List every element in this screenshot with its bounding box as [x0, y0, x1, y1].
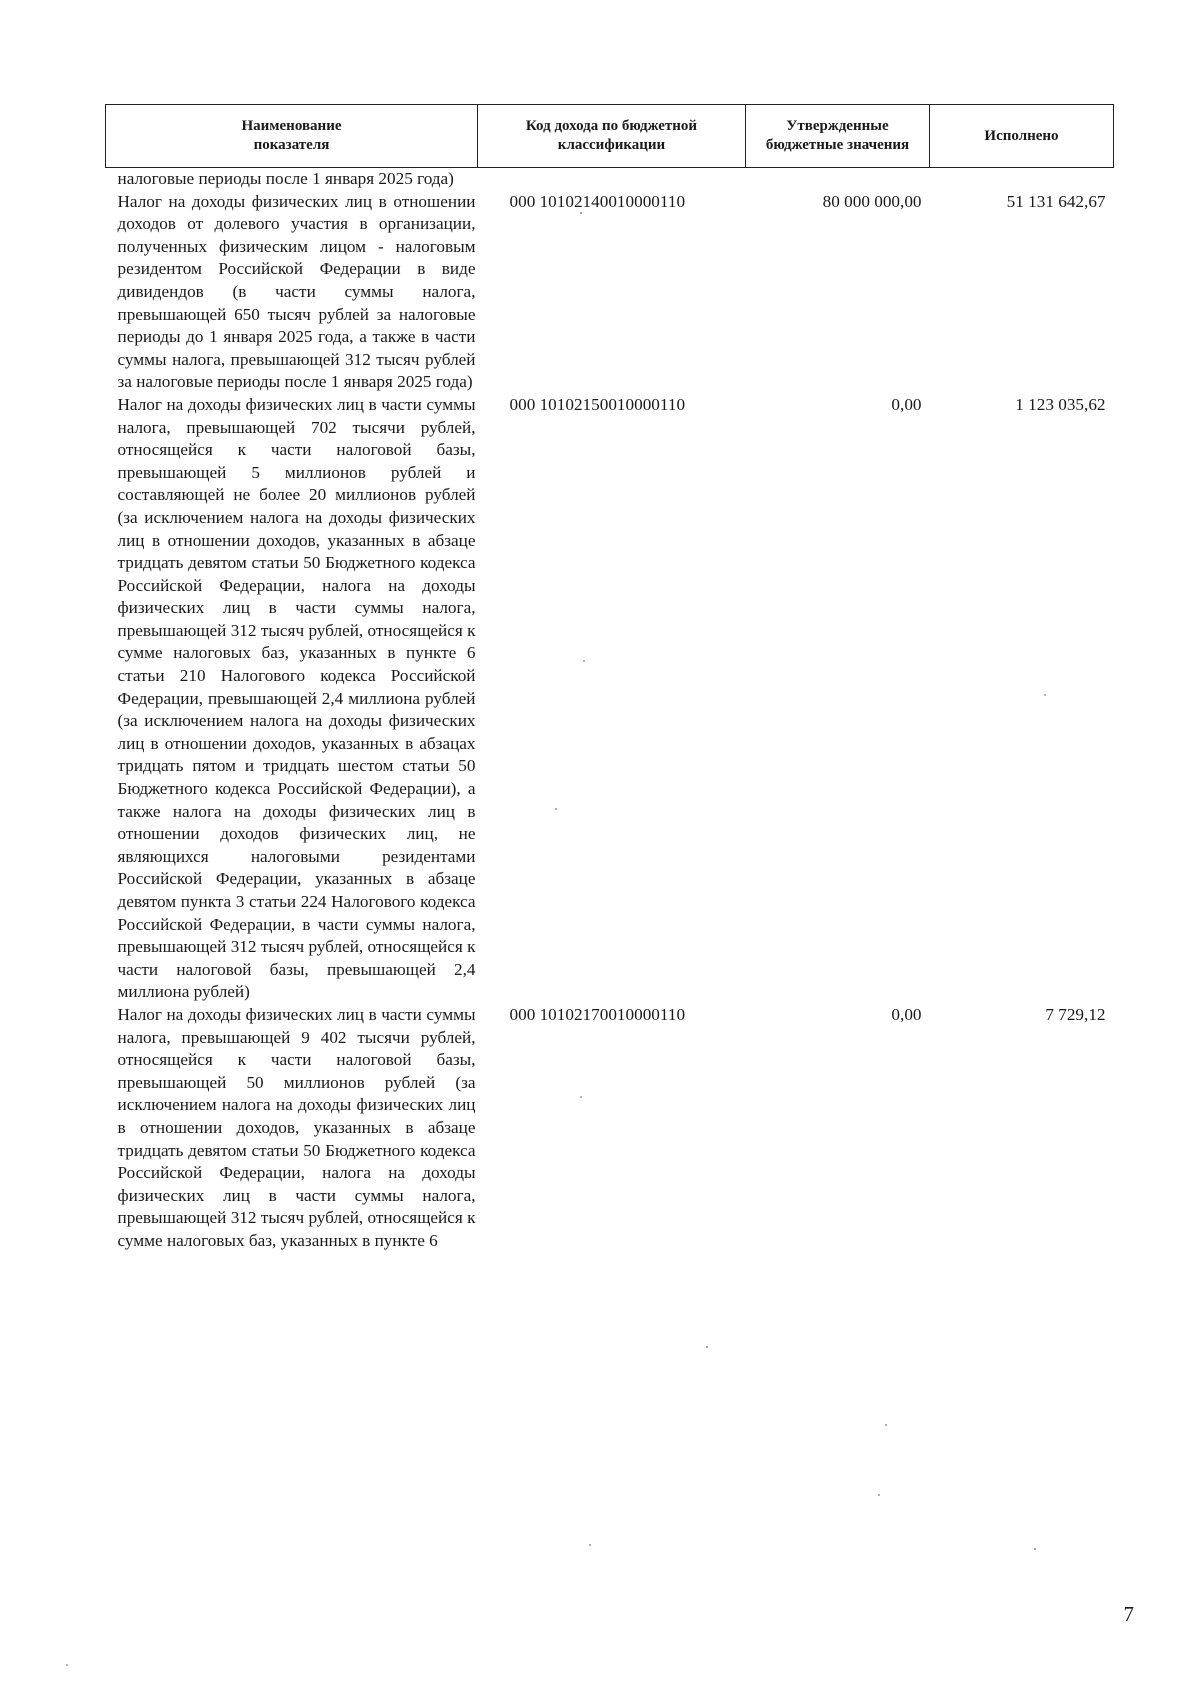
row-indicator-name: налоговые периоды после 1 января 2025 года)	[117, 169, 454, 188]
table-row	[106, 168, 1114, 191]
scan-speck	[1044, 694, 1046, 696]
row-executed-value: 1 123 035,62	[1015, 394, 1106, 414]
header-approved-values: Утвержденные бюджетные значения	[746, 105, 930, 168]
scan-speck	[66, 1664, 68, 1666]
row-indicator-name: Налог на доходы физических лиц в части суммы налога, превышающей 9 402 тысячи рублей, относящейся к части налоговой базы, превышающей 50 миллионов рублей (за исключением налога на доходы физических лиц в отношении доходов, указанных в абзаце тридцать девятом статьи 50 Бюджетного кодекса Российской Федерации, налога на доходы физических лиц в части суммы налога, превышающей 312 тысяч рублей, относящейся к сумме налоговых баз, указанных в пункте 6	[117, 1004, 476, 1250]
scan-speck	[580, 212, 582, 214]
table-row	[106, 191, 1114, 394]
row-approved-value: 0,00	[891, 394, 922, 414]
row-income-code: 000 10102150010000110	[509, 394, 686, 414]
row-approved-value	[746, 168, 930, 191]
row-approved-value: 80 000 000,00	[822, 191, 922, 211]
row-income-code: 000 10102140010000110	[509, 191, 686, 211]
scan-speck	[580, 1096, 582, 1098]
scan-speck	[555, 808, 557, 810]
header-indicator-name: Наименование показателя	[106, 105, 478, 168]
row-income-code: 000 10102170010000110	[509, 1004, 686, 1024]
row-approved-value: 0,00	[891, 1004, 922, 1024]
header-income-code: Код дохода по бюджетной классификации	[478, 105, 746, 168]
scan-speck	[706, 1346, 708, 1348]
budget-execution-table	[105, 104, 1114, 1253]
row-income-code	[478, 168, 746, 191]
row-executed-value: 51 131 642,67	[1006, 191, 1106, 211]
table-row	[106, 394, 1114, 1004]
table-header-row	[106, 105, 1114, 168]
table-row	[106, 1004, 1114, 1253]
row-indicator-name: Налог на доходы физических лиц в части суммы налога, превышающей 702 тысячи рублей, относящейся к части налоговой базы, превышающей 5 миллионов рублей и составляющей не более 20 миллионов рублей (за исключением налога на доходы физических лиц в отношении доходов, указанных в абзаце тридцать девятом статьи 50 Бюджетного кодекса Российской Федерации, налога на доходы физических лиц в части суммы налога, превышающей 312 тысяч рублей, относящейся к сумме налоговых баз, указанных в пункте 6 статьи 210 Налогового кодекса Российской Федерации, превышающей 2,4 миллиона рублей (за исключением налога на доходы физических лиц в отношении доходов, указанных в абзацах тридцать пятом и тридцать шестом статьи 50 Бюджетного кодекса Российской Федерации), а также налога на доходы физических лиц в отношении доходов физических лиц, не являющихся налоговыми резидентами Российской Федерации, указанных в абзаце девятом пункта 3 статьи 224 Налогового кодекса Российской Федерации, в части суммы налога, превышающей 312 тысяч рублей, относящейся к части налоговой базы, превышающей 2,4 миллиона рублей)	[117, 394, 476, 1002]
header-executed: Исполнено	[930, 105, 1114, 168]
scan-speck	[1034, 1548, 1036, 1550]
page-number: 7	[1123, 1602, 1134, 1626]
row-executed-value	[930, 168, 1114, 191]
row-executed-value: 7 729,12	[1045, 1004, 1106, 1024]
scan-speck	[885, 1424, 887, 1426]
scan-speck	[583, 660, 585, 662]
scan-speck	[878, 1494, 880, 1496]
scan-speck	[589, 1544, 591, 1546]
row-indicator-name: Налог на доходы физических лиц в отношении доходов от долевого участия в организации, полученных физическим лицом - налоговым резидентом Российской Федерации в виде дивидендов (в части суммы налога, превышающей 650 тысяч рублей за налоговые периоды до 1 января 2025 года, а также в части суммы налога, превышающей 312 тысяч рублей за налоговые периоды после 1 января 2025 года)	[117, 191, 476, 392]
